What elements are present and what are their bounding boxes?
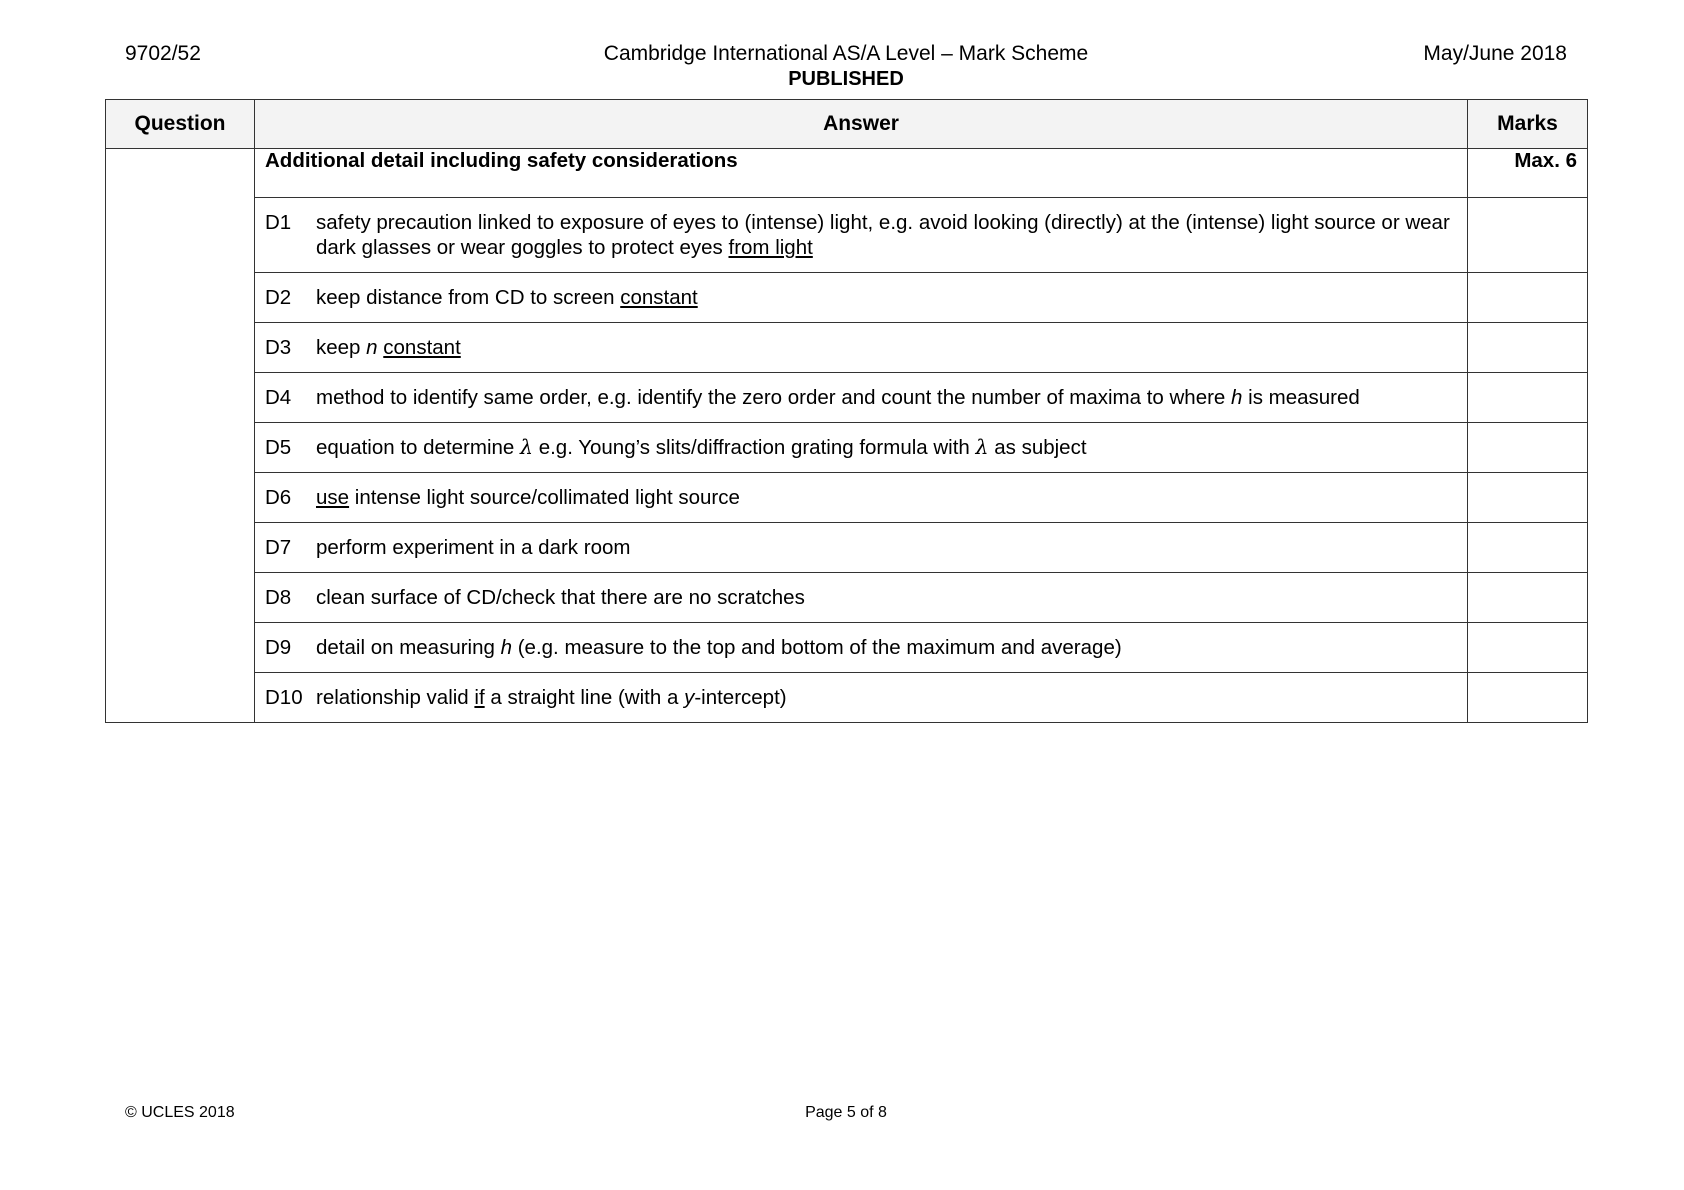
item-text: equation to determine λ e.g. Young’s slits/diffraction grating formula with λ as subject [316,435,1087,459]
item-code: D8 [265,586,292,609]
item-code: D9 [265,636,292,659]
item-text: use intense light source/collimated light source [316,486,740,509]
exam-session: May/June 2018 [1423,42,1567,65]
item-code: D3 [265,336,292,359]
item-text: safety precaution linked to exposure of eyes to (intense) light, e.g. avoid looking (directly) at the (intense) light source or wear dark glasses or wear goggles to protect eyes from light [316,211,1450,259]
item-code: D5 [265,436,292,459]
item-marks [1468,673,1588,723]
table-row [106,673,1588,723]
item-marks [1468,623,1588,673]
item-code: D7 [265,536,292,559]
item-marks [1468,473,1588,523]
item-code: D10 [265,686,303,709]
item-marks [1468,198,1588,273]
answer-header: Answer [255,100,1468,149]
item-text: relationship valid if a straight line (with a y-intercept) [316,686,787,709]
table-row [106,523,1588,573]
item-text: keep distance from CD to screen constant [316,286,698,309]
table-row [106,473,1588,523]
item-marks [1468,273,1588,323]
section-title: Additional detail including safety considerations [255,149,1468,198]
section-marks: Max. 6 [1468,149,1588,198]
item-text: perform experiment in a dark room [316,536,631,559]
section-row [106,149,1588,198]
copyright-notice: © UCLES 2018 [125,1104,235,1121]
table-row [106,623,1588,673]
item-text: keep n constant [316,336,461,359]
table-row [106,423,1588,473]
item-marks [1468,323,1588,373]
question-header: Question [106,100,255,149]
table-row [106,323,1588,373]
item-code: D6 [265,486,292,509]
table-row [106,273,1588,323]
question-cell [106,149,255,723]
table-row [106,573,1588,623]
table-row [106,373,1588,423]
item-marks [1468,523,1588,573]
item-marks [1468,573,1588,623]
item-marks [1468,423,1588,473]
table-header-row [106,100,1588,149]
marks-header: Marks [1468,100,1588,149]
item-marks [1468,373,1588,423]
document-title: Cambridge International AS/A Level – Mark Scheme [603,42,1089,65]
item-text: method to identify same order, e.g. identify the zero order and count the number of maxima to where h is measured [316,386,1360,409]
published-label: PUBLISHED [788,68,904,90]
item-code: D2 [265,286,292,309]
item-code: D4 [265,386,292,409]
item-text: detail on measuring h (e.g. measure to the top and bottom of the maximum and average) [316,636,1122,659]
item-code: D1 [265,211,292,234]
page-number: Page 5 of 8 [805,1104,887,1121]
table-row [106,198,1588,273]
mark-scheme-table [105,99,1588,723]
paper-code: 9702/52 [125,42,201,65]
item-text: clean surface of CD/check that there are no scratches [316,586,805,609]
